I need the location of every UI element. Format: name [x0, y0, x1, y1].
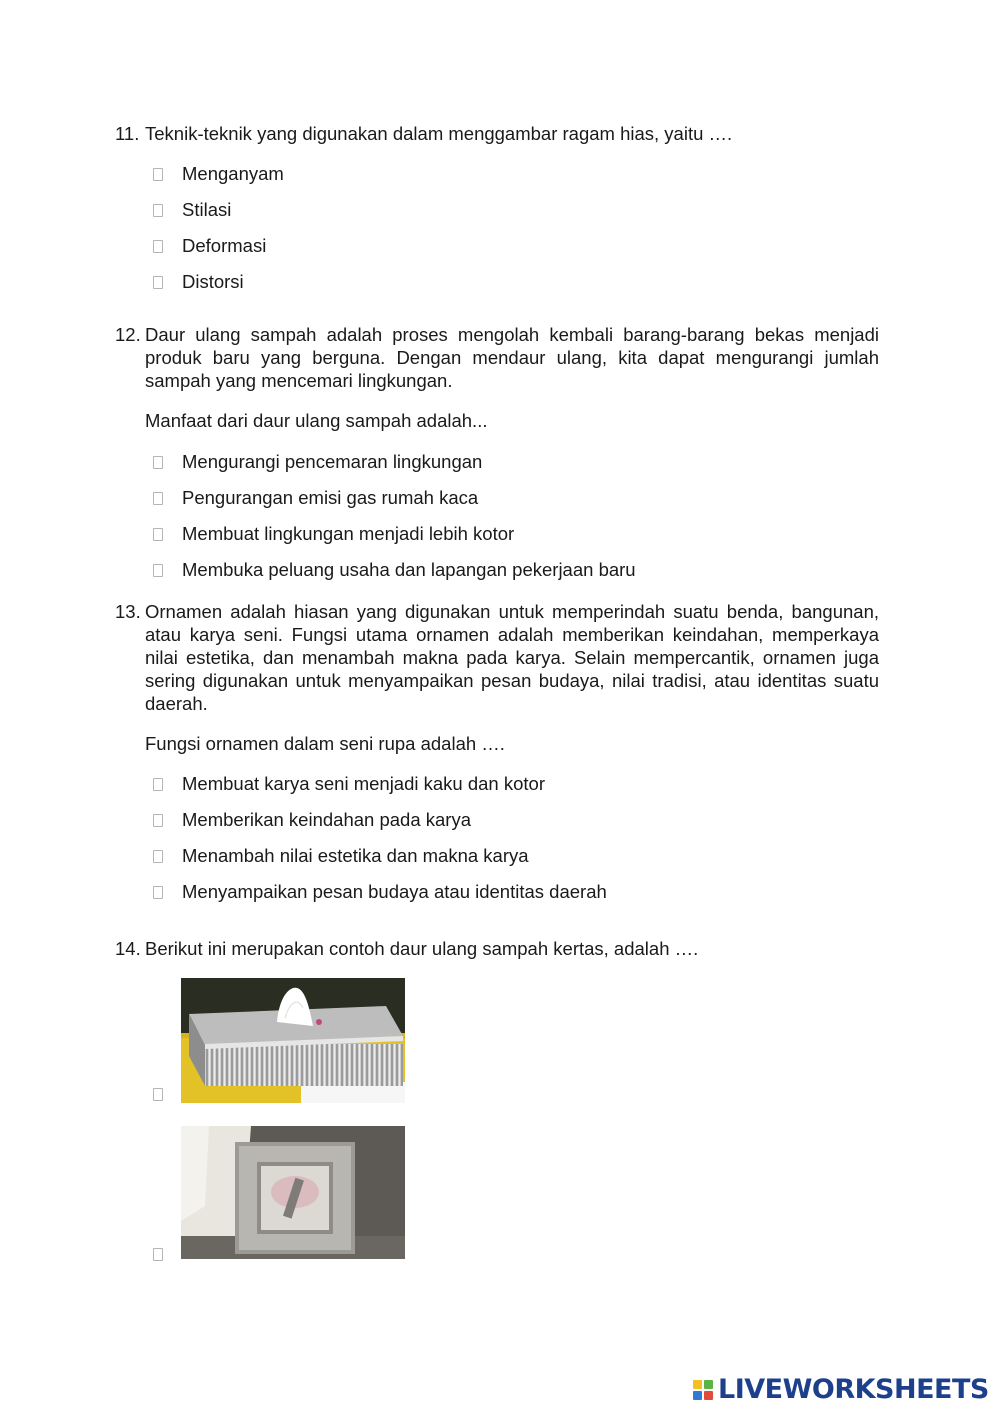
checkbox[interactable]	[153, 168, 163, 181]
photo-frame-photo	[181, 1126, 405, 1259]
checkbox[interactable]	[153, 886, 163, 899]
option-label: Menyampaikan pesan budaya atau identitas daerah	[182, 881, 607, 902]
option-label: Menambah nilai estetika dan makna karya	[182, 845, 529, 866]
question-text: Ornamen adalah hiasan yang digunakan untuk memperindah suatu benda, bangunan, atau karya seni. Fungsi utama ornamen adalah memberikan keindahan, memperkaya nilai estetika, dan menambah makna pada karya. Selain mempercantik, ornamen juga sering digunakan untuk menyampaikan pesan budaya, nilai tradisi, atau identitas suatu daerah.	[145, 601, 879, 714]
checkbox[interactable]	[153, 778, 163, 791]
option-label: Menganyam	[182, 163, 284, 184]
option-label: Membuat lingkungan menjadi lebih kotor	[182, 523, 515, 544]
question-11	[115, 122, 879, 145]
question-text: Berikut ini merupakan contoh daur ulang sampah kertas, adalah ….	[145, 938, 699, 959]
checkbox[interactable]	[153, 850, 163, 863]
option-label: Pengurangan emisi gas rumah kaca	[182, 487, 479, 508]
checkbox[interactable]	[153, 456, 163, 469]
question-text: Teknik-teknik yang digunakan dalam menggambar ragam hias, yaitu ….	[145, 123, 733, 144]
image-option-tissue-box[interactable]	[150, 978, 410, 1103]
checkbox[interactable]	[153, 204, 163, 217]
question-13	[115, 600, 879, 755]
tissue-box-photo	[181, 978, 405, 1103]
liveworksheets-logo	[693, 1375, 989, 1405]
question-text: Daur ulang sampah adalah proses mengolah kembali barang-barang bekas menjadi produk baru yang berguna. Dengan mendaur ulang, kita dapat mengurangi jumlah sampah yang mencemari lingkungan.	[145, 324, 879, 391]
question-number: 11.	[115, 123, 140, 144]
image-option-photo-frame[interactable]	[150, 1126, 410, 1261]
question-number: 12.	[115, 324, 141, 345]
option-label: Deformasi	[182, 235, 267, 256]
option-label: Stilasi	[182, 199, 232, 220]
option-label: Memberikan keindahan pada karya	[182, 809, 471, 830]
question-number: 14.	[115, 938, 141, 959]
question-14	[115, 937, 879, 960]
logo-text: LIVEWORKSHEETS	[718, 1374, 989, 1405]
logo-tiles-icon	[693, 1380, 713, 1400]
question-12	[115, 323, 879, 432]
checkbox[interactable]	[153, 528, 163, 541]
checkbox[interactable]	[153, 1248, 163, 1261]
option-label: Membuat karya seni menjadi kaku dan kotor	[182, 773, 545, 794]
checkbox[interactable]	[153, 1088, 163, 1101]
option-label: Mengurangi pencemaran lingkungan	[182, 451, 483, 472]
option-label: Distorsi	[182, 271, 244, 292]
checkbox[interactable]	[153, 492, 163, 505]
checkbox[interactable]	[153, 814, 163, 827]
option-label: Membuka peluang usaha dan lapangan pekerjaan baru	[182, 559, 636, 580]
checkbox[interactable]	[153, 276, 163, 289]
question-prompt: Fungsi ornamen dalam seni rupa adalah ….	[145, 733, 505, 754]
question-number: 13.	[115, 601, 141, 622]
checkbox[interactable]	[153, 240, 163, 253]
checkbox[interactable]	[153, 564, 163, 577]
question-prompt: Manfaat dari daur ulang sampah adalah...	[145, 410, 488, 431]
